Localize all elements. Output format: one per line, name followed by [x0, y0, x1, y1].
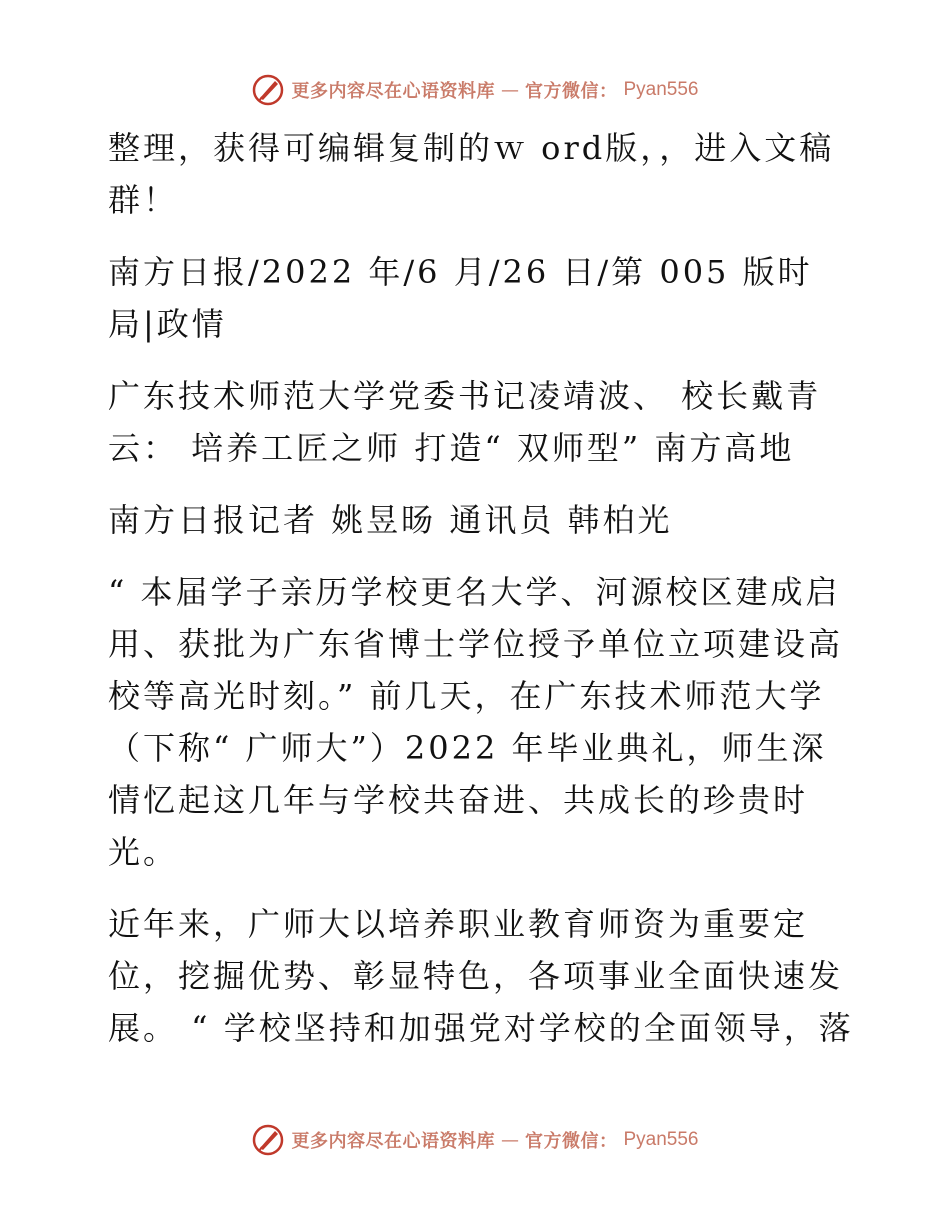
document-body [96, 122, 856, 1074]
paragraph-body-1: “ 本届学子亲历学校更名大学、河源校区建成启用、获批为广东省博士学位授予单位立项建设高校等高光时刻。” 前几天，在广东技术师范大学（下称“ 广师大”）2022 年毕业典礼，师生深情忆起这几年与学校共奋进、共成长的珍贵时光。 [108, 573, 844, 871]
paragraph-byline: 南方日报记者 姚昱旸 通讯员 韩柏光 [108, 501, 673, 539]
watermark-wechat-label: 官方微信： [524, 1131, 618, 1152]
watermark-group [251, 1123, 698, 1157]
watermark-handle: Pyan556 [623, 1129, 699, 1150]
quill-pen-logo-icon [251, 73, 285, 107]
paragraph-intro: 整理，获得可编辑复制的ｗ ord版，，进入文稿群！ [108, 129, 835, 219]
paragraph-source: 南方日报/2022 年/6 月/26 日/第 005 版时局|政情 [108, 253, 813, 343]
watermark-separator: — [500, 1129, 519, 1151]
paragraph-body-2: 近年来，广师大以培养职业教育师资为重要定位，挖掘优势、彰显特色，各项事业全面快速发展。 “ 学校坚持和加强党对学校的全面领导，落 [108, 905, 854, 1047]
paragraph-headline: 广东技术师范大学党委书记凌靖波、 校长戴青云： 培养工匠之师 打造“ 双师型” 南方高地 [108, 377, 822, 467]
footer-watermark [0, 1120, 950, 1160]
watermark-site-text: 更多内容尽在心语资料库 [291, 81, 495, 102]
watermark-wechat-label: 官方微信： [524, 81, 618, 102]
watermark-handle: Pyan556 [623, 79, 699, 100]
watermark-separator: — [500, 79, 519, 101]
watermark-site-text: 更多内容尽在心语资料库 [291, 1131, 495, 1152]
quill-pen-logo-icon [251, 1123, 285, 1157]
watermark-group [251, 73, 698, 107]
header-watermark [0, 70, 950, 110]
